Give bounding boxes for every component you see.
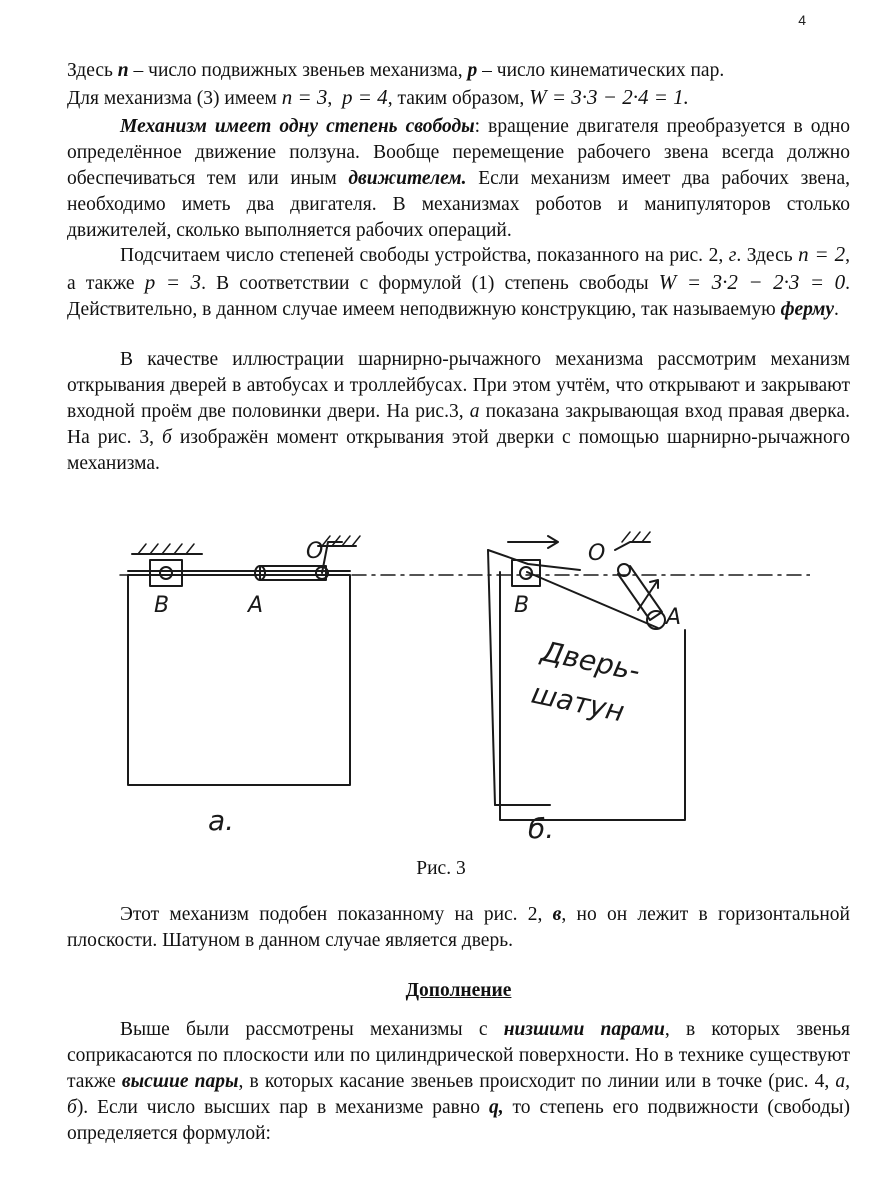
text: , а также bbox=[67, 245, 851, 294]
ref-letter: а bbox=[469, 401, 480, 422]
ref-letter: б bbox=[162, 427, 172, 448]
text: изображён момент открывания этой дверки с помощью шарнирно-рычажного механизма. bbox=[67, 427, 851, 474]
label-a-a: A bbox=[248, 593, 264, 618]
text: , в которых касание звеньев происходит по линии или в точке (рис. 4, bbox=[238, 1071, 836, 1092]
door-b-diagonal bbox=[527, 572, 658, 628]
formula-p: p = 4 bbox=[342, 85, 388, 109]
text: Если механизм имеет два рабочих звена, необходимо иметь два двигателя. В механизмах роботов и манипуляторов столько движителей, сколько выполняется рабочих операций. bbox=[67, 168, 850, 241]
motion-arrow-b bbox=[508, 536, 558, 548]
paragraph-intro bbox=[67, 58, 850, 112]
paragraph-higher-pairs bbox=[67, 1017, 850, 1147]
text: Этот механизм подобен показанному на рис. 2, bbox=[120, 904, 553, 925]
page-number: 4 bbox=[798, 12, 806, 28]
text: то степень его подвижности (свободы) определяется формулой: bbox=[67, 1097, 850, 1144]
text: показана закрывающая вход правая дверка. На рис. 3, bbox=[67, 401, 850, 448]
sublabel-b: б. bbox=[528, 812, 555, 845]
text: . bbox=[833, 299, 839, 320]
paragraph-text bbox=[67, 1017, 850, 1147]
text: , в которых звенья соприкасаются по плоскости или по цилиндрической поверхности. Но в технике существуют также bbox=[67, 1019, 850, 1092]
handwritten-door: Дверь- bbox=[538, 634, 644, 688]
intro-line-2: Для механизма (3) имеем n = 3, p = 4, таким образом, W = 3·3 − 2·4 = 1. bbox=[67, 85, 689, 109]
label-b-b: B bbox=[514, 593, 530, 618]
text: В качестве иллюстрации шарнирно-рычажного механизма рассмотрим механизм открывания дверей в автобусах и троллейбусах. При этом учтём, что открывают и закрывают входной проём две половинки двери. На рис.3, bbox=[67, 349, 850, 422]
text: Выше были рассмотрены механизмы с bbox=[120, 1019, 504, 1040]
paragraph-mechanism bbox=[67, 902, 850, 954]
paragraph-text bbox=[67, 241, 850, 323]
formula-p: p = 3 bbox=[144, 270, 202, 294]
paragraph-text bbox=[67, 902, 850, 954]
section-header bbox=[67, 978, 850, 1004]
text: . Здесь bbox=[736, 245, 799, 266]
label-o-b: O bbox=[588, 541, 606, 566]
label-o-a: O bbox=[306, 539, 324, 564]
rotation-arrow bbox=[638, 580, 658, 610]
paragraph-degree bbox=[67, 114, 850, 244]
paragraph-truss bbox=[67, 241, 850, 323]
paragraph-text bbox=[67, 114, 850, 244]
text: . Действительно, в данном случае имеем неподвижную конструкцию, так называемую bbox=[67, 273, 850, 320]
figure-caption: Рис. 3 bbox=[416, 858, 466, 879]
ref-letter: г bbox=[728, 245, 737, 266]
var-p: p bbox=[467, 60, 478, 81]
text: Здесь bbox=[67, 60, 118, 81]
text: – число кинематических пар. bbox=[477, 60, 725, 81]
paragraph-doors bbox=[67, 347, 850, 477]
ref-letter: а, б bbox=[67, 1071, 850, 1118]
hatch bbox=[622, 532, 650, 542]
emphasis: высшие пары bbox=[121, 1071, 239, 1092]
formula-w: W = 3·2 − 2·3 = 0 bbox=[658, 270, 846, 294]
formula-w: W = 3·3 − 2·4 = 1. bbox=[529, 85, 689, 109]
figure-3-drawing bbox=[110, 520, 810, 850]
slider-b-a bbox=[150, 560, 182, 586]
text: – число подвижных звеньев механизма, bbox=[128, 60, 468, 81]
joint-o-b bbox=[618, 564, 630, 576]
handwritten-rod: шатун bbox=[528, 676, 628, 729]
text: Для механизма (3) имеем bbox=[67, 88, 282, 109]
label-a-b: A bbox=[666, 605, 682, 630]
formula-n: n = 2 bbox=[798, 242, 846, 266]
ref-letter: в bbox=[552, 904, 562, 925]
text: : вращение двигателя преобразуется в одно определённое движение ползуна. Вообще перемещение рабочего звена всегда должно обеспечиваться тем или иным bbox=[67, 116, 851, 189]
text: ). Если число высших пар в механизме равно bbox=[76, 1097, 489, 1118]
sublabel-a: a. bbox=[208, 804, 235, 837]
text: , но он лежит в горизонтальной плоскости. Шатуном в данном случае является дверь. bbox=[67, 904, 850, 951]
var-q: q, bbox=[488, 1097, 504, 1118]
hatch bbox=[138, 544, 194, 554]
section-title: Дополнение bbox=[405, 980, 512, 1001]
text: , таким образом, bbox=[387, 88, 530, 109]
label-b-a: B bbox=[154, 593, 170, 618]
var-n: n bbox=[117, 60, 129, 81]
text: Подсчитаем число степеней свободы устройства, показанного на рис. 2, bbox=[120, 245, 729, 266]
intro-line-1 bbox=[67, 58, 850, 84]
emphasis: ферму bbox=[780, 299, 834, 320]
emphasis: Механизм имеет одну степень свободы bbox=[120, 116, 475, 137]
support-o-b bbox=[615, 542, 650, 550]
text: . В соответствии с формулой (1) степень свободы bbox=[201, 273, 659, 294]
joint-b-a bbox=[160, 567, 172, 579]
emphasis: низшими парами bbox=[503, 1019, 665, 1040]
emphasis: движителем. bbox=[348, 168, 467, 189]
paragraph-text bbox=[67, 347, 850, 477]
door-b-left-edge bbox=[488, 550, 495, 805]
formula-n: n = 3 bbox=[281, 85, 328, 109]
